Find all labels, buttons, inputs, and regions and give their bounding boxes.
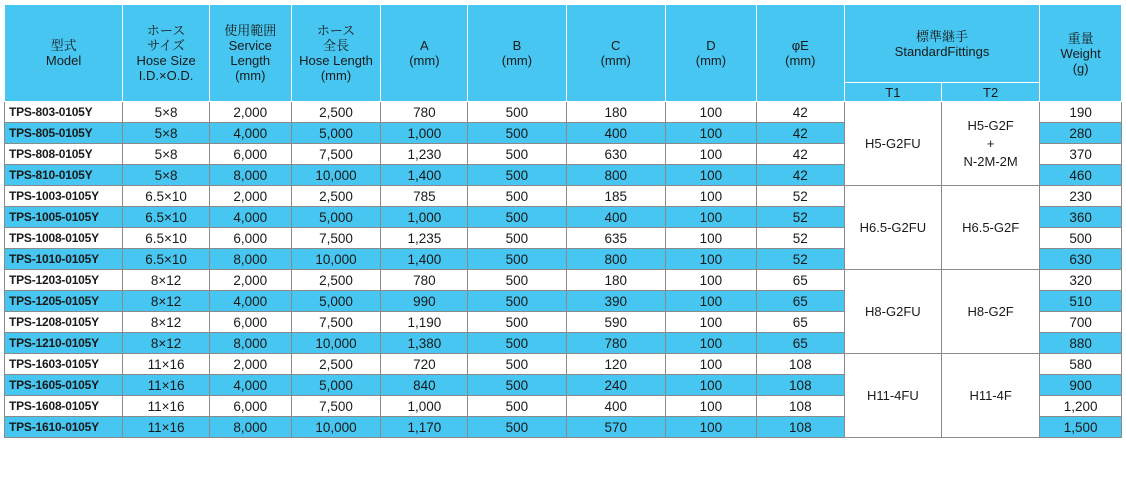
d-cell: 100 [665,417,756,438]
header-b: B (mm) [468,5,566,102]
service-cell: 2,000 [209,270,291,291]
c-cell: 240 [566,375,665,396]
hose-cell: 10,000 [291,165,381,186]
d-cell: 100 [665,396,756,417]
hose-cell: 10,000 [291,333,381,354]
a-cell: 780 [381,270,468,291]
size-cell: 6.5×10 [123,228,210,249]
service-cell: 2,000 [209,354,291,375]
hose-cell: 5,000 [291,207,381,228]
c-cell: 400 [566,123,665,144]
table-row [5,354,1122,375]
model-cell: TPS-1005-0105Y [5,207,123,228]
service-cell: 2,000 [209,102,291,123]
spec-table [4,4,1122,438]
header-t1: T1 [844,83,941,102]
a-cell: 990 [381,291,468,312]
d-cell: 100 [665,123,756,144]
e-cell: 52 [756,249,844,270]
service-cell: 6,000 [209,396,291,417]
header-hose-length: ホース 全長 Hose Length (mm) [291,5,381,102]
hose-cell: 2,500 [291,102,381,123]
c-cell: 180 [566,270,665,291]
size-cell: 11×16 [123,354,210,375]
d-cell: 100 [665,165,756,186]
spec-table-body [5,102,1122,438]
weight-cell: 630 [1040,249,1122,270]
b-cell: 500 [468,333,566,354]
weight-cell: 1,200 [1040,396,1122,417]
c-cell: 400 [566,396,665,417]
model-cell: TPS-1008-0105Y [5,228,123,249]
model-cell: TPS-805-0105Y [5,123,123,144]
d-cell: 100 [665,270,756,291]
weight-cell: 1,500 [1040,417,1122,438]
header-fittings: 標準継手 StandardFittings [844,5,1040,83]
service-cell: 4,000 [209,375,291,396]
b-cell: 500 [468,417,566,438]
service-cell: 6,000 [209,144,291,165]
header-model: 型式 Model [5,5,123,102]
b-cell: 500 [468,375,566,396]
hose-cell: 2,500 [291,270,381,291]
fitting-t2-cell [941,354,1039,438]
model-cell: TPS-1205-0105Y [5,291,123,312]
hose-cell: 7,500 [291,396,381,417]
weight-cell: 280 [1040,123,1122,144]
e-cell: 108 [756,354,844,375]
header-hose-size: ホース サイズ Hose Size I.D.×O.D. [123,5,210,102]
b-cell: 500 [468,186,566,207]
hose-cell: 5,000 [291,123,381,144]
fitting-t1-cell: H6.5-G2FU [844,186,941,270]
b-cell: 500 [468,270,566,291]
d-cell: 100 [665,144,756,165]
model-cell: TPS-1203-0105Y [5,270,123,291]
weight-cell: 460 [1040,165,1122,186]
a-cell: 1,000 [381,123,468,144]
a-cell: 1,235 [381,228,468,249]
b-cell: 500 [468,207,566,228]
b-cell: 500 [468,396,566,417]
c-cell: 120 [566,354,665,375]
service-cell: 6,000 [209,312,291,333]
d-cell: 100 [665,333,756,354]
weight-cell: 510 [1040,291,1122,312]
service-cell: 2,000 [209,186,291,207]
header-e: φE (mm) [756,5,844,102]
size-cell: 8×12 [123,291,210,312]
model-cell: TPS-1208-0105Y [5,312,123,333]
table-row [5,102,1122,123]
size-cell: 11×16 [123,375,210,396]
e-cell: 52 [756,186,844,207]
service-cell: 8,000 [209,165,291,186]
e-cell: 65 [756,291,844,312]
weight-cell: 190 [1040,102,1122,123]
c-cell: 390 [566,291,665,312]
hose-cell: 5,000 [291,375,381,396]
b-cell: 500 [468,291,566,312]
e-cell: 52 [756,207,844,228]
e-cell: 65 [756,270,844,291]
model-cell: TPS-1603-0105Y [5,354,123,375]
e-cell: 42 [756,123,844,144]
service-cell: 4,000 [209,291,291,312]
weight-cell: 880 [1040,333,1122,354]
a-cell: 780 [381,102,468,123]
c-cell: 780 [566,333,665,354]
d-cell: 100 [665,186,756,207]
a-cell: 1,000 [381,207,468,228]
a-cell: 1,000 [381,396,468,417]
c-cell: 630 [566,144,665,165]
weight-cell: 500 [1040,228,1122,249]
size-cell: 11×16 [123,417,210,438]
weight-cell: 900 [1040,375,1122,396]
d-cell: 100 [665,228,756,249]
e-cell: 52 [756,228,844,249]
model-cell: TPS-1605-0105Y [5,375,123,396]
service-cell: 8,000 [209,249,291,270]
model-cell: TPS-1010-0105Y [5,249,123,270]
fitting-t2-line: + [986,135,995,151]
size-cell: 6.5×10 [123,207,210,228]
service-cell: 4,000 [209,123,291,144]
model-cell: TPS-1003-0105Y [5,186,123,207]
c-cell: 570 [566,417,665,438]
a-cell: 1,230 [381,144,468,165]
b-cell: 500 [468,102,566,123]
header-c: C (mm) [566,5,665,102]
c-cell: 400 [566,207,665,228]
d-cell: 100 [665,375,756,396]
weight-cell: 700 [1040,312,1122,333]
header-weight: 重量 Weight (g) [1040,5,1122,102]
size-cell: 6.5×10 [123,186,210,207]
a-cell: 785 [381,186,468,207]
c-cell: 590 [566,312,665,333]
a-cell: 840 [381,375,468,396]
a-cell: 1,170 [381,417,468,438]
model-cell: TPS-803-0105Y [5,102,123,123]
fitting-t2-line: N-2M-2M [963,153,1018,169]
b-cell: 500 [468,228,566,249]
e-cell: 108 [756,375,844,396]
weight-cell: 580 [1040,354,1122,375]
fitting-t1-cell: H8-G2FU [844,270,941,354]
size-cell: 8×12 [123,270,210,291]
e-cell: 65 [756,333,844,354]
fitting-t2-line: H6.5-G2F [962,219,1020,235]
weight-cell: 320 [1040,270,1122,291]
size-cell: 11×16 [123,396,210,417]
header-service-length: 使用範囲 Service Length (mm) [209,5,291,102]
hose-cell: 10,000 [291,417,381,438]
header-t2: T2 [941,83,1039,102]
header-d: D (mm) [665,5,756,102]
fitting-t1-cell: H5-G2FU [844,102,941,186]
c-cell: 635 [566,228,665,249]
d-cell: 100 [665,312,756,333]
size-cell: 6.5×10 [123,249,210,270]
table-row [5,186,1122,207]
b-cell: 500 [468,144,566,165]
service-cell: 8,000 [209,417,291,438]
d-cell: 100 [665,102,756,123]
d-cell: 100 [665,249,756,270]
weight-cell: 370 [1040,144,1122,165]
a-cell: 720 [381,354,468,375]
table-row [5,270,1122,291]
b-cell: 500 [468,165,566,186]
service-cell: 8,000 [209,333,291,354]
b-cell: 500 [468,312,566,333]
a-cell: 1,400 [381,165,468,186]
service-cell: 6,000 [209,228,291,249]
size-cell: 5×8 [123,144,210,165]
fitting-t2-cell [941,102,1039,186]
size-cell: 8×12 [123,333,210,354]
d-cell: 100 [665,207,756,228]
hose-cell: 5,000 [291,291,381,312]
weight-cell: 360 [1040,207,1122,228]
size-cell: 5×8 [123,123,210,144]
hose-cell: 7,500 [291,312,381,333]
a-cell: 1,400 [381,249,468,270]
fitting-t2-line: H11-4F [969,387,1012,403]
hose-cell: 7,500 [291,144,381,165]
a-cell: 1,190 [381,312,468,333]
size-cell: 5×8 [123,102,210,123]
header-a: A (mm) [381,5,468,102]
hose-cell: 10,000 [291,249,381,270]
b-cell: 500 [468,354,566,375]
c-cell: 800 [566,165,665,186]
e-cell: 42 [756,165,844,186]
e-cell: 42 [756,102,844,123]
model-cell: TPS-808-0105Y [5,144,123,165]
weight-cell: 230 [1040,186,1122,207]
e-cell: 42 [756,144,844,165]
fitting-t2-cell [941,270,1039,354]
hose-cell: 2,500 [291,354,381,375]
b-cell: 500 [468,249,566,270]
service-cell: 4,000 [209,207,291,228]
e-cell: 65 [756,312,844,333]
model-cell: TPS-810-0105Y [5,165,123,186]
hose-cell: 2,500 [291,186,381,207]
hose-cell: 7,500 [291,228,381,249]
size-cell: 5×8 [123,165,210,186]
e-cell: 108 [756,396,844,417]
model-cell: TPS-1610-0105Y [5,417,123,438]
c-cell: 800 [566,249,665,270]
c-cell: 180 [566,102,665,123]
model-cell: TPS-1210-0105Y [5,333,123,354]
fitting-t1-cell: H11-4FU [844,354,941,438]
fitting-t2-cell [941,186,1039,270]
model-cell: TPS-1608-0105Y [5,396,123,417]
d-cell: 100 [665,354,756,375]
e-cell: 108 [756,417,844,438]
fitting-t2-line: H5-G2F [967,117,1014,133]
b-cell: 500 [468,123,566,144]
c-cell: 185 [566,186,665,207]
fitting-t2-line: H8-G2F [967,303,1014,319]
size-cell: 8×12 [123,312,210,333]
a-cell: 1,380 [381,333,468,354]
d-cell: 100 [665,291,756,312]
